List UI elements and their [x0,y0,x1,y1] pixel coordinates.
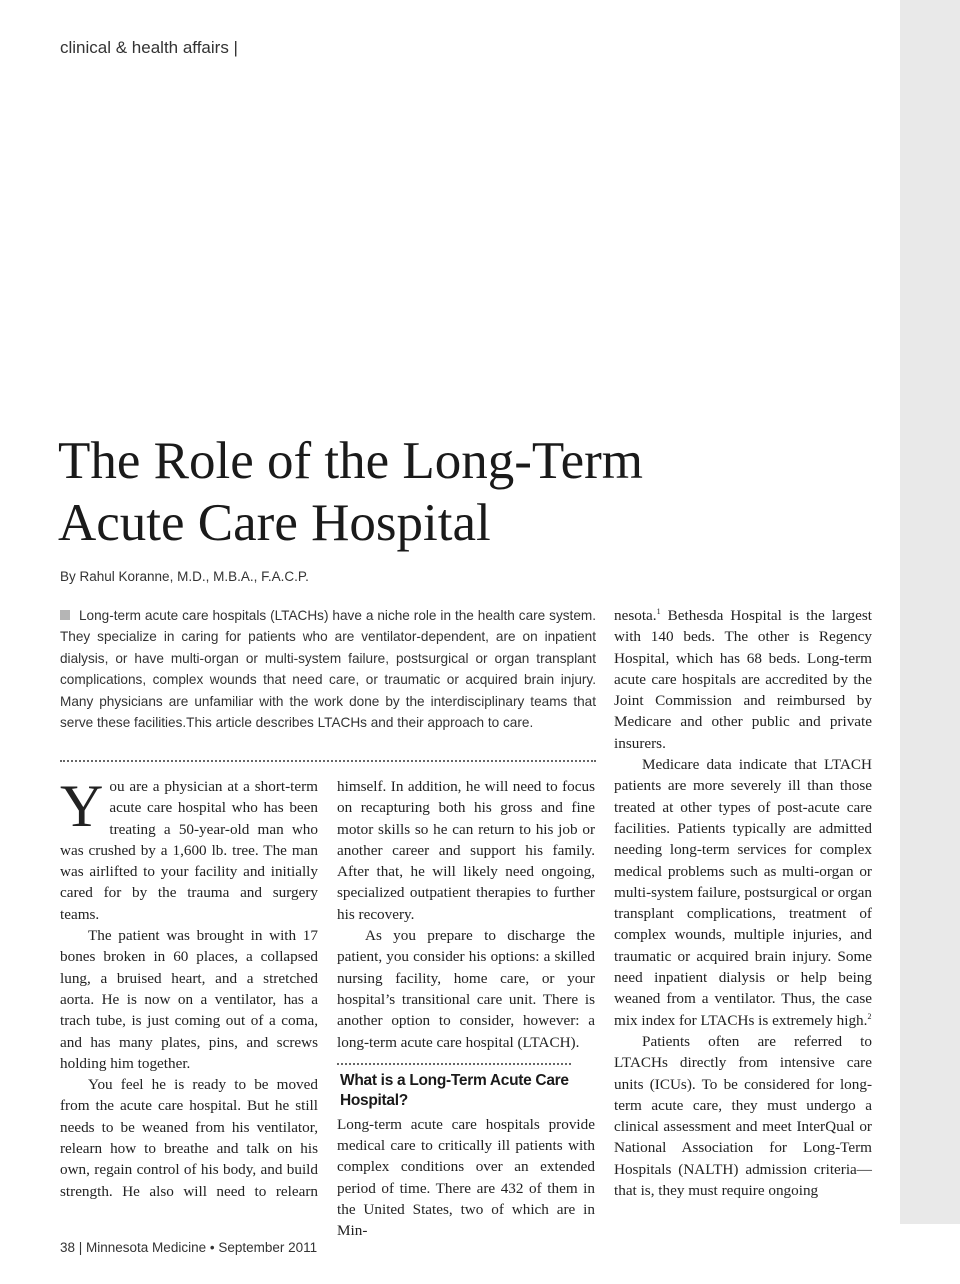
body-paragraph-5-continued: nesota.$^1$ Bethesda Hospital is the largest with 140 beds. The other is Regency Hospital, which has 68 beds. Long-term acute care hospitals are accredited by the Joint Commission and reimbursed by Medicare and other public and private insurers. [614,607,872,752]
body-paragraph-1-text: ou are a physician at a short-term acute care hospital who has been treating a 50-year-old man who was crushed by a 1,600 lb. tree. The man was airlifted to your facility and initially cared for by the trauma and surgery teams. [60,778,318,923]
body-paragraph-6 [614,754,872,1031]
subhead-divider [337,1063,571,1065]
body-paragraph-3-continued: himself. In addition, he will need to focus on recapturing both his gross and fine motor skills so he can return to his job or another career and support his family. After that, he will likely need ongoing, specialized outpatient therapies to further his recovery. [337,778,595,923]
body-paragraph-2: The patient was brought in with 17 bones broken in 60 places, a collapsed lung, a bruised heart, and a stretched aorta. He is now on a ventilator, has a trach tube, is just coming out of a coma, and has many plates, pins, and screws holding him together. [60,927,318,1072]
body-paragraph-3: You feel he is ready to be moved from the acute care hospital. But he still needs to be weaned from his ventilator, relearn how to breathe and talk on his own, regain control of his body, and build strength. He also will need to relearn [60,1076,318,1200]
body-paragraph-7: Patients often are referred to LTACHs directly from intensive care units (ICUs). To be considered for long-term acute care, they must undergo a clinical assessment and meet InterQual or National Association for Long-Term Hospitals (NALTH) admission criteria—that is, they must require ongoing [614,1032,872,1200]
section-subhead: What is a Long-Term Acute Care Hospital? [340,1071,569,1109]
article-title-line-1: The Role of the Long-Term [58,432,643,490]
reference-2: 2 [867,1011,872,1021]
abstract-text: Long-term acute care hospitals (LTACHs) have a niche role in the health care system. They specialize in caring for patients who are ventilator-dependent, are on inpatient dialysis, or have multi-organ or multi-system failure, postsurgical or organ transplant complications, complex wounds that need care, or traumatic or acquired brain injury. Many physicians are unfamiliar with the work done by the interdisciplinary teams that serve these facilities.This article describes LTACHs and their approach to care. [60,608,596,731]
page-footer: 38 | Minnesota Medicine • September 2011 [60,1240,318,1255]
body-paragraph-5-rest: Bethesda Hospital is the largest with 140 beds. The other is Regency Hospital, which has 68 beds. Long-term acute care hospitals are accredited by the Joint Commission and reimbursed by Medicare and other public and private insurers. [614,607,872,752]
body-paragraph-6-text: Medicare data indicate that LTACH patients are more severely ill than those treated at other types of post-acute care facilities. Patients typically are admitted needing long-term services for complex medical problems such as multi-organ or multi-system failure, postsurgical or organ transplant complications, treatment of complex wounds, multiple injuries, and traumatic or acquired brain injury. Some need inpatient dialysis or help being weaned from a ventilator. Thus, the case mix index for LTACHs is extremely high. [614,756,873,1029]
abstract-square-icon [60,610,70,620]
abstract [60,605,596,733]
page-edge-strip [900,0,960,1224]
body-column-2 [337,776,595,1242]
body-column-1 [60,773,318,1202]
body-paragraph-4: As you prepare to discharge the patient, you consider his options: a skilled nursing facility, home care, or your hospital’s transitional care unit. There is another option to consider, however: a long-term acute care hospital (LTACH). [337,927,595,1051]
body-paragraph-1 [60,773,318,925]
drop-cap: Y [60,773,104,839]
byline: By Rahul Koranne, M.D., M.B.A., F.A.C.P. [60,569,309,584]
body-column-3 [614,605,872,1201]
article-title-line-2: Acute Care Hospital [58,494,491,552]
abstract-divider [60,760,596,762]
section-label: clinical & health affairs | [60,38,238,57]
article-title [58,430,758,554]
body-paragraph-5: Long-term acute care hospitals provide medical care to critically ill patients with complex conditions over an extended period of time. There are 432 of them in the United States, two of which are in Min- [337,1115,595,1240]
reference-1: 1 [656,607,661,616]
